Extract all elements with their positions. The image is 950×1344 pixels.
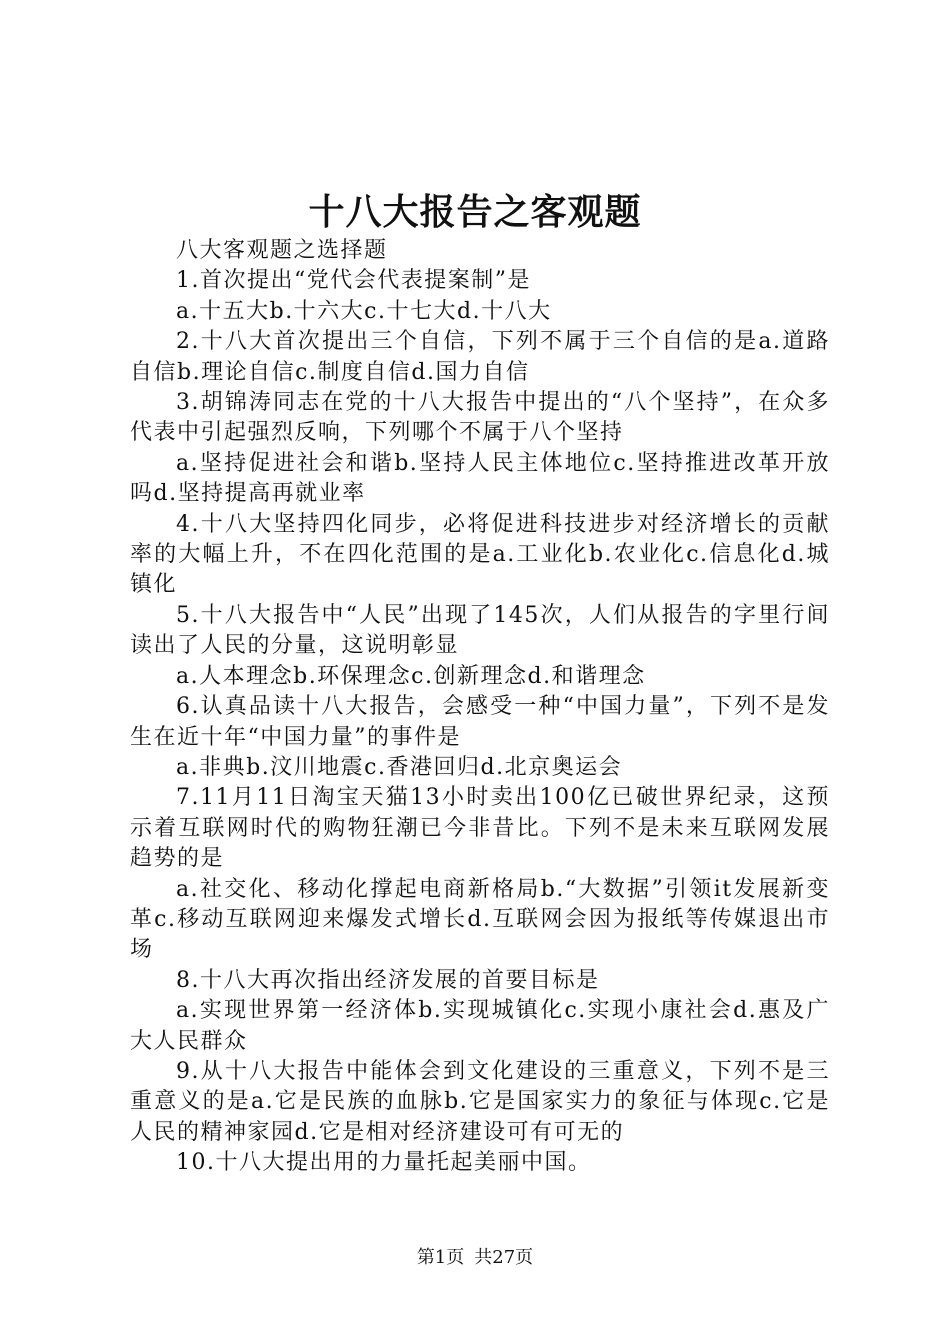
paragraph: a.实现世界第一经济体b.实现城镇化c.实现小康社会d.惠及广大人民群众 — [130, 998, 830, 1054]
paragraph: 4.十八大坚持四化同步，必将促进科技进步对经济增长的贡献率的大幅上升，不在四化范围的是a.工业化b.农业化c.信息化d.城镇化 — [130, 511, 830, 598]
paragraph: 6.认真品读十八大报告，会感受一种“中国力量”，下列不是发生在近十年“中国力量”的事件是 — [130, 694, 830, 750]
paragraph: 10.十八大提出用的力量托起美丽中国。 — [176, 1150, 592, 1176]
paragraph: a.人本理念b.环保理念c.创新理念d.和谐理念 — [176, 663, 646, 689]
paragraph: 8.十八大再次指出经济发展的首要目标是 — [176, 967, 600, 993]
paragraph: 八大客观题之选择题 — [176, 238, 388, 263]
paragraph: 3.胡锦涛同志在党的十八大报告中提出的“八个坚持”，在众多代表中引起强烈反响，下列哪个不属于八个坚持 — [130, 390, 830, 446]
paragraph: 1.首次提出“党代会代表提案制”是 — [176, 268, 531, 294]
paragraph: 9.从十八大报告中能体会到文化建设的三重意义，下列不是三重意义的是a.它是民族的血脉b.它是国家实力的象征与体现c.它是人民的精神家园d.它是相对经济建设可有可无的 — [130, 1058, 830, 1145]
page-total: 共27页 — [474, 1247, 534, 1268]
paragraph: a.社交化、移动化撑起电商新格局b.“大数据”引领it发展新变革c.移动互联网迎来爆发式增长d.互联网会因为报纸等传媒退出市场 — [130, 876, 830, 963]
paragraph: 5.十八大报告中“人民”出现了145次，人们从报告的字里行间读出了人民的分量，这说明彰显 — [130, 602, 830, 659]
paragraph: a.坚持促进社会和谐b.坚持人民主体地位c.坚持推进改革开放吗d.坚持提高再就业率 — [130, 450, 830, 507]
document-body — [130, 236, 830, 1179]
paragraph: 2.十八大首次提出三个自信，下列不属于三个自信的是a.道路自信b.理论自信c.制度自信d.国力自信 — [130, 329, 830, 385]
page-footer — [0, 1243, 950, 1269]
page-number: 第1页 — [416, 1247, 465, 1268]
document-title: 十八大报告之客观题 — [308, 191, 642, 233]
paragraph: 7.11月11日淘宝天猫13小时卖出100亿已破世界纪录，这预示着互联网时代的购物狂潮已今非昔比。下列不是未来互联网发展趋势的是 — [130, 785, 830, 872]
paragraph: a.十五大b.十六大c.十七大d.十八大 — [176, 298, 552, 324]
paragraph: a.非典b.汶川地震c.香港回归d.北京奥运会 — [176, 754, 623, 780]
